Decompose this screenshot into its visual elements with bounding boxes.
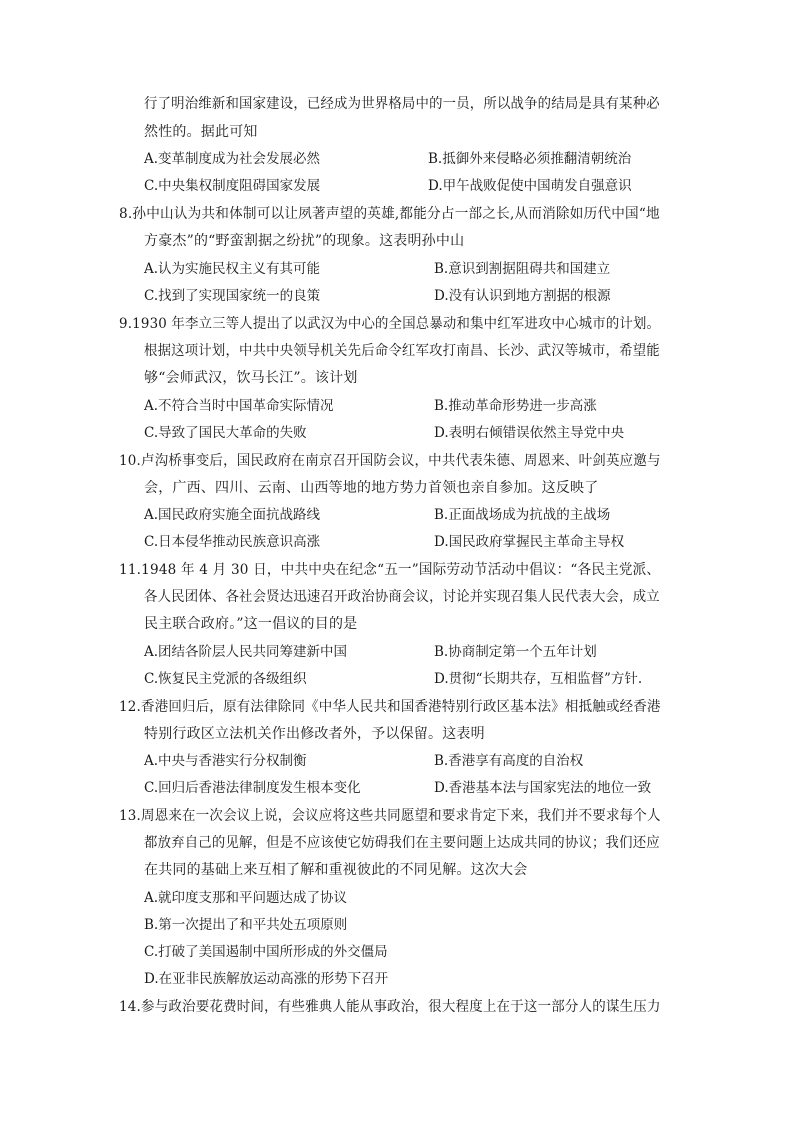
- q14-stem-line-1: 14.参与政治要花费时间，有些雅典人能从事政治，很大程度上在于这一部分人的谋生压力: [119, 999, 661, 1015]
- q13-stem-line-3: 在共同的基础上来互相了解和重视彼此的不同见解。这次大会: [144, 862, 528, 878]
- q7-option-d: D.甲午战败促使中国萌发自强意识: [428, 178, 632, 194]
- q9-option-b: B.推动革命形势进一步高涨: [434, 398, 597, 414]
- q12-option-b: B.香港享有高度的自治权: [434, 753, 584, 769]
- q13-stem-line-2: 都放弃自己的见解，但是不应该使它妨碍我们在主要问题上达成共同的协议；我们还应: [144, 835, 660, 851]
- q8-stem-line-2: 方豪杰”的“野蛮割据之纷扰”的现象。这表明孙中山: [144, 233, 465, 249]
- q12-stem-line-1: 12.香港回归后，原有法律除同《中华人民共和国香港特别行政区基本法》相抵触或经香港: [119, 699, 661, 715]
- q10-option-c: C.日本侵华推动民族意识高涨: [144, 534, 321, 550]
- q11-option-c: C.恢复民主党派的各级组织: [144, 671, 307, 687]
- q8-option-a: A.认为实施民权主义有其可能: [144, 261, 321, 277]
- q13-option-b: B.第一次提出了和平共处五项原则: [144, 917, 348, 933]
- q9-stem-line-2: 根据这项计划，中共中央领导机关先后命令红军攻打南昌、长沙、武汉等城市，希望能: [144, 343, 660, 359]
- q8-stem-line-1: 8.孙中山认为共和体制可以让夙著声望的英雄,都能分占一部之长,从而消除如历代中国“地: [119, 206, 660, 222]
- q7-option-a: A.变革制度成为社会发展必然: [144, 151, 321, 167]
- q10-option-b: B.正面战场成为抗战的主战场: [434, 507, 611, 523]
- q13-option-d: D.在亚非民族解放运动高涨的形势下召开: [144, 971, 389, 987]
- q7-option-b: B.抵御外来侵略必须推翻清朝统治: [428, 151, 632, 167]
- q10-stem-line-1: 10.卢沟桥事变后，国民政府在南京召开国防会议，中共代表朱德、周恩来、叶剑英应邀与: [119, 453, 661, 469]
- q9-option-c: C.导致了国民大革命的失败: [144, 425, 307, 441]
- q13-option-a: A.就印度支那和平问题达成了协议: [144, 890, 348, 906]
- q7-stem-line-1: 行了明治维新和国家建设，已经成为世界格局中的一员，所以战争的结局是具有某种必: [144, 96, 660, 112]
- q12-stem-line-2: 特别行政区立法机关作出修改者外，予以保留。这表明: [144, 726, 485, 742]
- q10-option-a: A.国民政府实施全面抗战路线: [144, 507, 321, 523]
- q13-stem-line-1: 13.周恩来在一次会议上说，会议应将这些共同愿望和要求肯定下来，我们并不要求每个人: [119, 808, 661, 824]
- q11-stem-line-2: 各人民团体、各社会贤达迅速召开政治协商会议，讨论并实现召集人民代表大会，成立: [144, 589, 660, 605]
- q12-option-a: A.中央与香港实行分权制衡: [144, 753, 307, 769]
- q10-stem-line-2: 会，广西、四川、云南、山西等地的地方势力首领也亲自参加。这反映了: [144, 480, 599, 496]
- q11-option-b: B.协商制定第一个五年计划: [434, 644, 597, 660]
- q11-stem-line-3: 民主联合政府。”这一倡议的目的是: [144, 616, 358, 632]
- q7-stem-line-2: 然性的。据此可知: [144, 124, 258, 140]
- q8-option-c: C.找到了实现国家统一的良策: [144, 288, 321, 304]
- q12-option-d: D.香港基本法与国家宪法的地位一致: [434, 780, 652, 796]
- q13-option-c: C.打破了美国遏制中国所形成的外交僵局: [144, 944, 388, 960]
- q9-option-d: D.表明右倾错误依然主导党中央: [434, 425, 625, 441]
- q8-option-b: B.意识到割据阻碍共和国建立: [434, 261, 611, 277]
- q10-option-d: D.国民政府掌握民主革命主导权: [434, 534, 625, 550]
- q7-option-c: C.中央集权制度阻碍国家发展: [144, 178, 321, 194]
- q11-option-a: A.团结各阶层人民共同筹建新中国: [144, 644, 348, 660]
- q11-option-d: D.贯彻“长期共存，互相监督”方针.: [434, 671, 643, 687]
- q9-stem-line-1: 9.1930 年李立三等人提出了以武汉为中心的全国总暴动和集中红军进攻中心城市的计划。: [119, 316, 661, 332]
- q8-option-d: D.没有认识到地方割据的根源: [434, 288, 611, 304]
- q11-stem-line-1: 11.1948 年 4 月 30 日，中共中央在纪念“五一”国际劳动节活动中倡议：“各民主党派、: [119, 562, 661, 578]
- q12-option-c: C.回归后香港法律制度发生根本变化: [144, 780, 361, 796]
- q9-option-a: A.不符合当时中国革命实际情况: [144, 398, 334, 414]
- q9-stem-line-3: 够“会师武汉，饮马长江”。该计划: [144, 370, 358, 386]
